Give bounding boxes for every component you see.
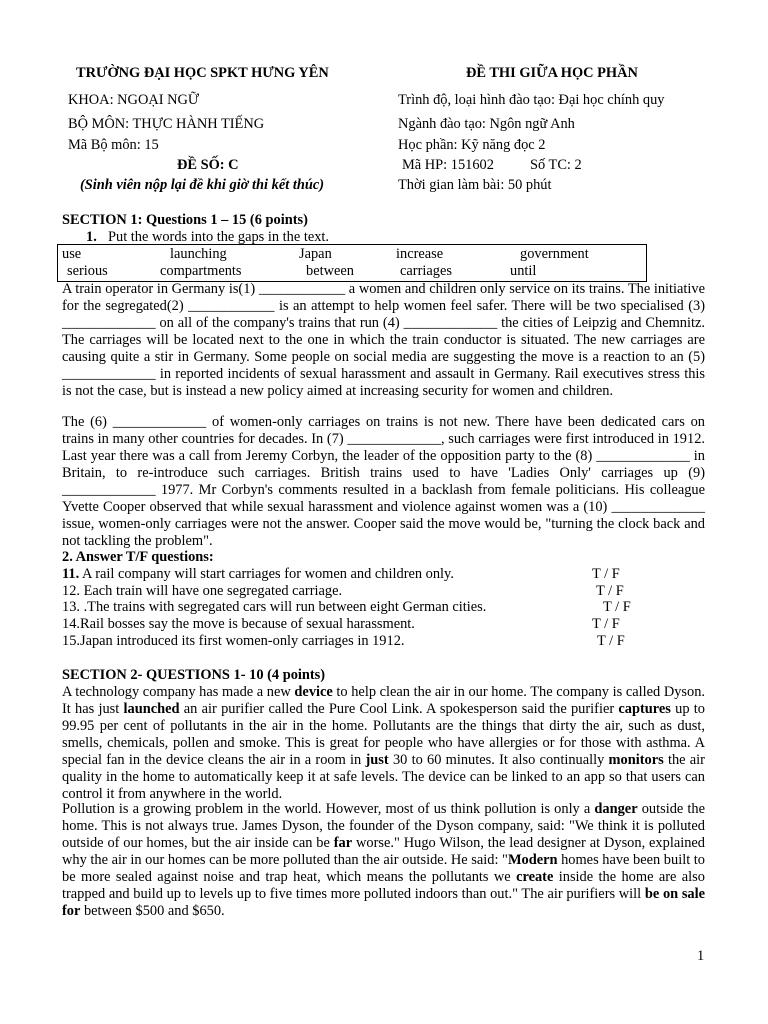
exam-time: Thời gian làm bài: 50 phút bbox=[398, 177, 552, 193]
faculty: KHOA: NGOẠI NGỮ bbox=[68, 92, 200, 108]
bold-term: danger bbox=[594, 801, 638, 817]
word-bank-item: compartments bbox=[160, 263, 242, 279]
bold-term: just bbox=[365, 752, 389, 768]
school-name: TRƯỜNG ĐẠI HỌC SPKT HƯNG YÊN bbox=[76, 65, 329, 81]
question1-instruction: Put the words into the gaps in the text. bbox=[108, 229, 330, 245]
major: Ngành đào tạo: Ngôn ngữ Anh bbox=[398, 116, 575, 132]
section1-title: SECTION 1: Questions 1 – 15 (6 points) bbox=[62, 212, 308, 228]
bold-term: be on sale for bbox=[62, 886, 706, 919]
department-code: Mã Bộ môn: 15 bbox=[68, 137, 159, 153]
word-bank-item: government bbox=[520, 246, 589, 262]
page-number: 1 bbox=[697, 948, 705, 964]
bold-term: create bbox=[516, 869, 554, 885]
tf-question: 15.Japan introduced its first women-only carriages in 1912. bbox=[62, 633, 405, 649]
bold-term: Modern bbox=[507, 852, 558, 868]
exam-code: ĐỀ SỐ: C bbox=[177, 157, 239, 173]
tf-question: 12. Each train will have one segregated carriage. bbox=[62, 583, 343, 599]
tf-mark[interactable]: T / F bbox=[596, 583, 624, 599]
word-bank-item: Japan bbox=[299, 246, 332, 262]
text-run: worse." Hugo Wilson, the lead designer at Dyson, explained why the air in our homes can be more polluted than the air outside. He said: " bbox=[62, 835, 705, 868]
question1-number: 1. bbox=[86, 229, 97, 245]
bold-term: launched bbox=[123, 701, 180, 717]
section2-paragraph-1 bbox=[62, 684, 705, 803]
word-bank-item: serious bbox=[67, 263, 108, 279]
bold-term: far bbox=[333, 835, 353, 851]
text-run: between $500 and $650. bbox=[80, 903, 225, 919]
passage-paragraph-1: A train operator in Germany is(1) ____________ a women and children only service on its trains. The initiative for the segregated(2) ____________ is an attempt to help women feel safer. There will be two specialised (3) _____________ on all of the company's trains that run (4) _____________ the cities of Leipzig and Chemnitz. The carriages will be located next to the one in which the train conductor is situated. The new carriages are causing quite a stir in Germany. Some people on social media are suggesting the move is a reaction to an (5) _____________ in reported incidents of sexual harassment and assault in Germany. Rail executives stress this is not the case, but is instead a new policy aimed at increasing security for women and children. bbox=[62, 281, 705, 399]
tf-question bbox=[62, 566, 454, 583]
text-run: inside the home are also trapped and build up to levels up to five times more polluted indoors than out." The air purifiers will bbox=[62, 869, 705, 902]
text-run: homes have been built to be more sealed against noise and trap heat, which means the pollutants we bbox=[62, 852, 705, 885]
tf-question: 14.Rail bosses say the move is because of sexual harassment. bbox=[62, 616, 415, 632]
department: BỘ MÔN: THỰC HÀNH TIẾNG bbox=[68, 116, 265, 132]
tf-question: 13. .The trains with segregated cars will run between eight German cities. bbox=[62, 599, 487, 615]
tf-text: A rail company will start carriages for women and children only. bbox=[79, 566, 454, 582]
section2-paragraph-2 bbox=[62, 801, 705, 920]
section2-title: SECTION 2- QUESTIONS 1- 10 (4 points) bbox=[62, 667, 326, 683]
credits: Số TC: 2 bbox=[530, 157, 582, 173]
passage-paragraph-2: The (6) _____________ of women-only carriages on trains is not new. There have been dedicated cars on trains in many other countries for decades. In (7) _____________, such carriages were first introduced in 1912. Last year there was a call from Jeremy Corbyn, the leader of the opposition party to the (8) _____________ in Britain, to re-introduce such carriages. British trains used to have 'Ladies Only' carriages up (9) _____________ 1977. Mr Corbyn's comments resulted in a backlash from female politicians. His colleague Yvette Cooper observed that while sexual harassment and violence against women was a (10) _____________ issue, women-only carriages were not the answer. Cooper said the move would be, "turning the clock back and not tackling the problem". bbox=[62, 414, 705, 549]
text-run: an air purifier called the Pure Cool Link. A spokesperson said the purifier bbox=[179, 701, 619, 717]
exam-title: ĐỀ THI GIỮA HỌC PHẦN bbox=[466, 65, 638, 81]
text-run: to help clean the air in our home. The company is called Dyson. It has just bbox=[62, 684, 705, 717]
tf-mark[interactable]: T / F bbox=[592, 566, 620, 582]
word-bank-item: between bbox=[306, 263, 354, 279]
tf-title: 2. Answer T/F questions: bbox=[62, 549, 214, 565]
word-bank-item: increase bbox=[396, 246, 444, 262]
word-bank-item: until bbox=[510, 263, 537, 279]
word-bank-item: use bbox=[62, 246, 82, 262]
text-run: Pollution is a growing problem in the world. However, most of us think pollution is only a bbox=[62, 801, 595, 817]
word-bank-item: carriages bbox=[400, 263, 452, 279]
word-box bbox=[57, 244, 647, 282]
text-run: 30 to 60 minutes. It also continually bbox=[388, 752, 609, 768]
text-run: up to 99.95 per cent of pollutants in the air in the home. Pollutants are the things that dirty the air, such as dust, smells, chemicals, pollen and smoke. This is great for people who have allergies or for those with asthma. A special fan in the device cleans the air in a room in bbox=[62, 701, 705, 768]
text-run: outside the home. This is not always true. James Dyson, the founder of the Dyson company, said: "We think it is polluted outside of our homes, but the air inside can be bbox=[62, 801, 705, 851]
text-run: A technology company has made a new bbox=[62, 684, 295, 700]
text-run: the air quality in the home to automatically keep it at safe levels. The device can be linked to an app so that users can control it from anywhere in the world. bbox=[62, 752, 705, 802]
bold-term: device bbox=[294, 684, 333, 700]
course-code: Mã HP: 151602 bbox=[402, 157, 494, 173]
word-bank-item: launching bbox=[170, 246, 227, 262]
tf-mark[interactable]: T / F bbox=[592, 616, 620, 632]
tf-mark[interactable]: T / F bbox=[603, 599, 631, 615]
submission-note: (Sinh viên nộp lại đề khi giờ thi kết thúc) bbox=[80, 177, 325, 193]
training-level: Trình độ, loại hình đào tạo: Đại học chính quy bbox=[398, 92, 665, 108]
bold-term: captures bbox=[618, 701, 671, 717]
tf-mark[interactable]: T / F bbox=[597, 633, 625, 649]
course: Học phần: Kỹ năng đọc 2 bbox=[398, 137, 546, 153]
tf-number: 11. bbox=[62, 566, 80, 582]
bold-term: monitors bbox=[608, 752, 664, 768]
